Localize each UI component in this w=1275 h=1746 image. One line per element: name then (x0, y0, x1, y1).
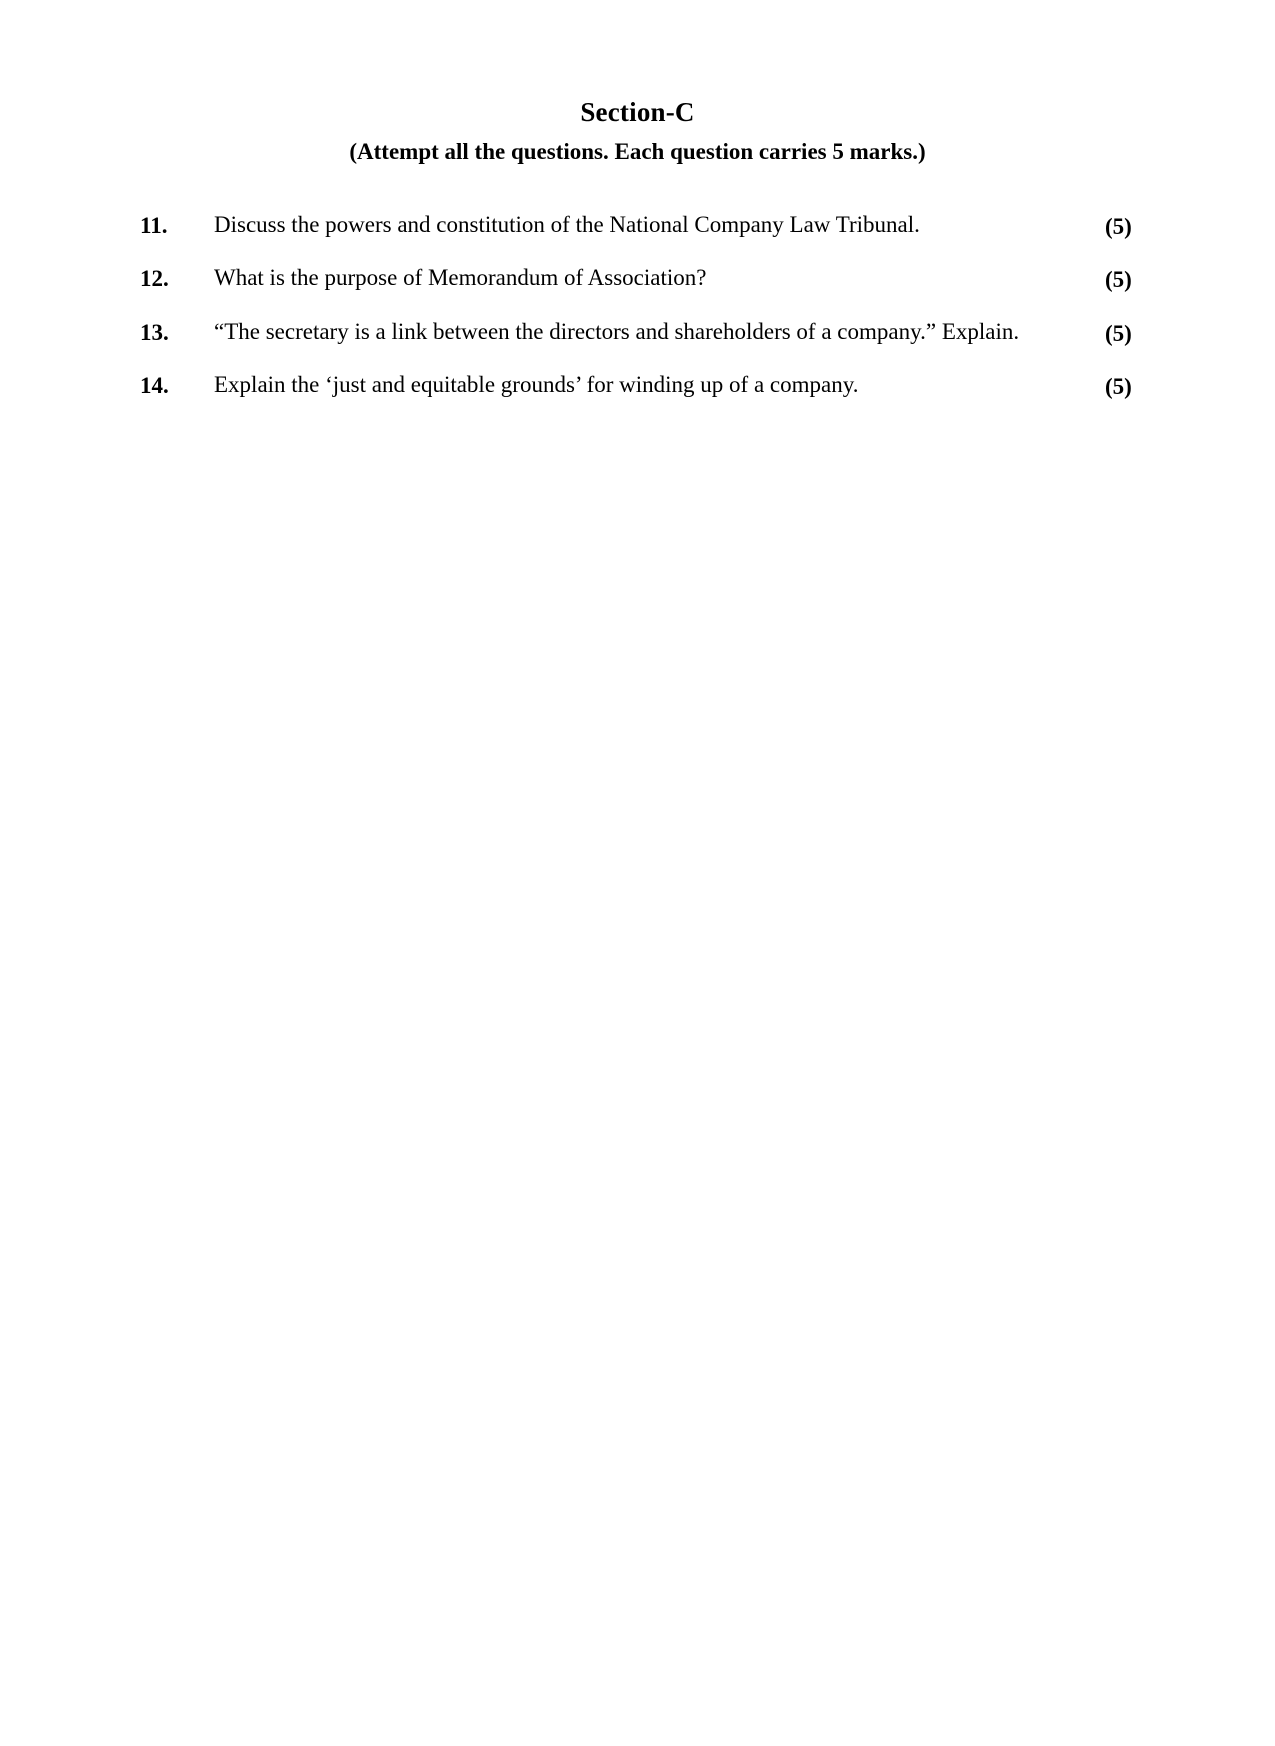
question-text: Explain the ‘just and equitable grounds’ for winding up of a company. (214, 372, 859, 398)
question-marks: (5) (1105, 213, 1132, 239)
question-list (0, 205, 1275, 407)
section-instructions: (Attempt all the questions. Each question carries 5 marks.) (349, 138, 926, 164)
list-item (140, 258, 1163, 300)
section-header (0, 96, 1275, 167)
question-number: 12. (140, 266, 169, 292)
question-text: “The secretary is a link between the directors and shareholders of a company.” Explain. (214, 318, 1020, 344)
page-title: Section-C (580, 97, 695, 127)
list-item (140, 312, 1163, 354)
question-number: 14. (140, 373, 169, 399)
question-marks: (5) (1105, 320, 1132, 346)
document-page (0, 96, 1275, 1746)
list-item (140, 365, 1163, 407)
list-item (140, 205, 1163, 247)
question-number: 13. (140, 319, 169, 345)
question-text: What is the purpose of Memorandum of Association? (214, 265, 707, 291)
question-marks: (5) (1105, 267, 1132, 293)
question-number: 11. (140, 212, 168, 238)
question-marks: (5) (1105, 374, 1132, 400)
question-text: Discuss the powers and constitution of the National Company Law Tribunal. (214, 211, 920, 237)
